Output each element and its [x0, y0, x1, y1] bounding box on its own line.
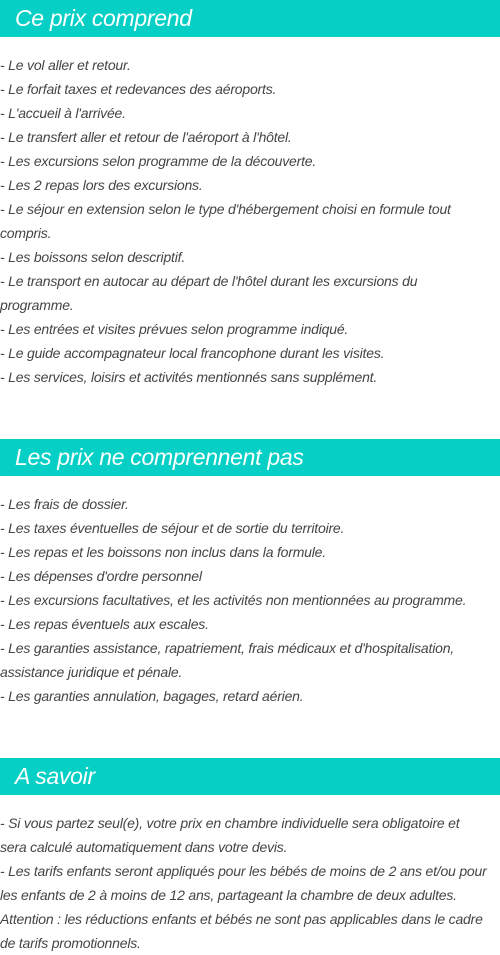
list-item: - Le forfait taxes et redevances des aéroports. — [0, 81, 277, 97]
section-title: Les prix ne comprennent pas — [15, 444, 304, 470]
list-item: - Les excursions selon programme de la découverte. — [0, 153, 317, 169]
list-item: - Les 2 repas lors des excursions. — [0, 177, 203, 193]
section-header-prix-ne-comprennent-pas — [0, 439, 500, 476]
list-item: - Les repas et les boissons non inclus dans la formule. — [0, 544, 326, 560]
list-item: - Le séjour en extension selon le type d'hébergement choisi en formule tout — [0, 201, 451, 217]
list-item: - Les garanties annulation, bagages, retard aérien. — [0, 688, 304, 704]
list-item: - Le transport en autocar au départ de l'hôtel durant les excursions du — [0, 273, 418, 289]
section-header-a-savoir — [0, 758, 500, 795]
list-item: - Les taxes éventuelles de séjour et de sortie du territoire. — [0, 520, 345, 536]
section-header-prix-comprend — [0, 0, 500, 37]
list-item-continuation: compris. — [0, 225, 52, 241]
list-item: - Le transfert aller et retour de l'aéroport à l'hôtel. — [0, 129, 292, 145]
list-item-continuation: assistance juridique et pénale. — [0, 664, 183, 680]
list-item: - Les frais de dossier. — [0, 496, 129, 512]
list-item: - Les boissons selon descriptif. — [0, 249, 186, 265]
attention-note: Attention : les réductions enfants et bébés ne sont pas applicables dans le cadre — [0, 911, 483, 927]
list-item: - Si vous partez seul(e), votre prix en chambre individuelle sera obligatoire et — [0, 815, 460, 831]
list-item: - Les services, loisirs et activités mentionnés sans supplément. — [0, 369, 378, 385]
list-item: - Les tarifs enfants seront appliqués pour les bébés de moins de 2 ans et/ou pour — [0, 863, 487, 879]
section-title: A savoir — [15, 763, 95, 789]
list-item: - Les entrées et visites prévues selon programme indiqué. — [0, 321, 349, 337]
list-item: - Les repas éventuels aux escales. — [0, 616, 209, 632]
list-item-continuation: les enfants de 2 à moins de 12 ans, partageant la chambre de deux adultes. — [0, 887, 457, 903]
list-item: - L'accueil à l'arrivée. — [0, 105, 126, 121]
list-item: - Les garanties assistance, rapatriement, frais médicaux et d'hospitalisation, — [0, 640, 454, 656]
list-item: - Les dépenses d'ordre personnel — [0, 568, 202, 584]
list-item: - Les excursions facultatives, et les activités non mentionnées au programme. — [0, 592, 467, 608]
list-item-continuation: sera calculé automatiquement dans votre devis. — [0, 839, 288, 855]
attention-note-continuation: de tarifs promotionnels. — [0, 935, 141, 951]
list-item: - Le vol aller et retour. — [0, 57, 131, 73]
list-item-continuation: programme. — [0, 297, 74, 313]
section-title: Ce prix comprend — [15, 5, 192, 31]
section-body-a-savoir — [0, 811, 500, 955]
section-body-prix-comprend — [0, 53, 500, 389]
list-item: - Le guide accompagnateur local francophone durant les visites. — [0, 345, 385, 361]
section-body-prix-ne-comprennent-pas — [0, 492, 500, 708]
